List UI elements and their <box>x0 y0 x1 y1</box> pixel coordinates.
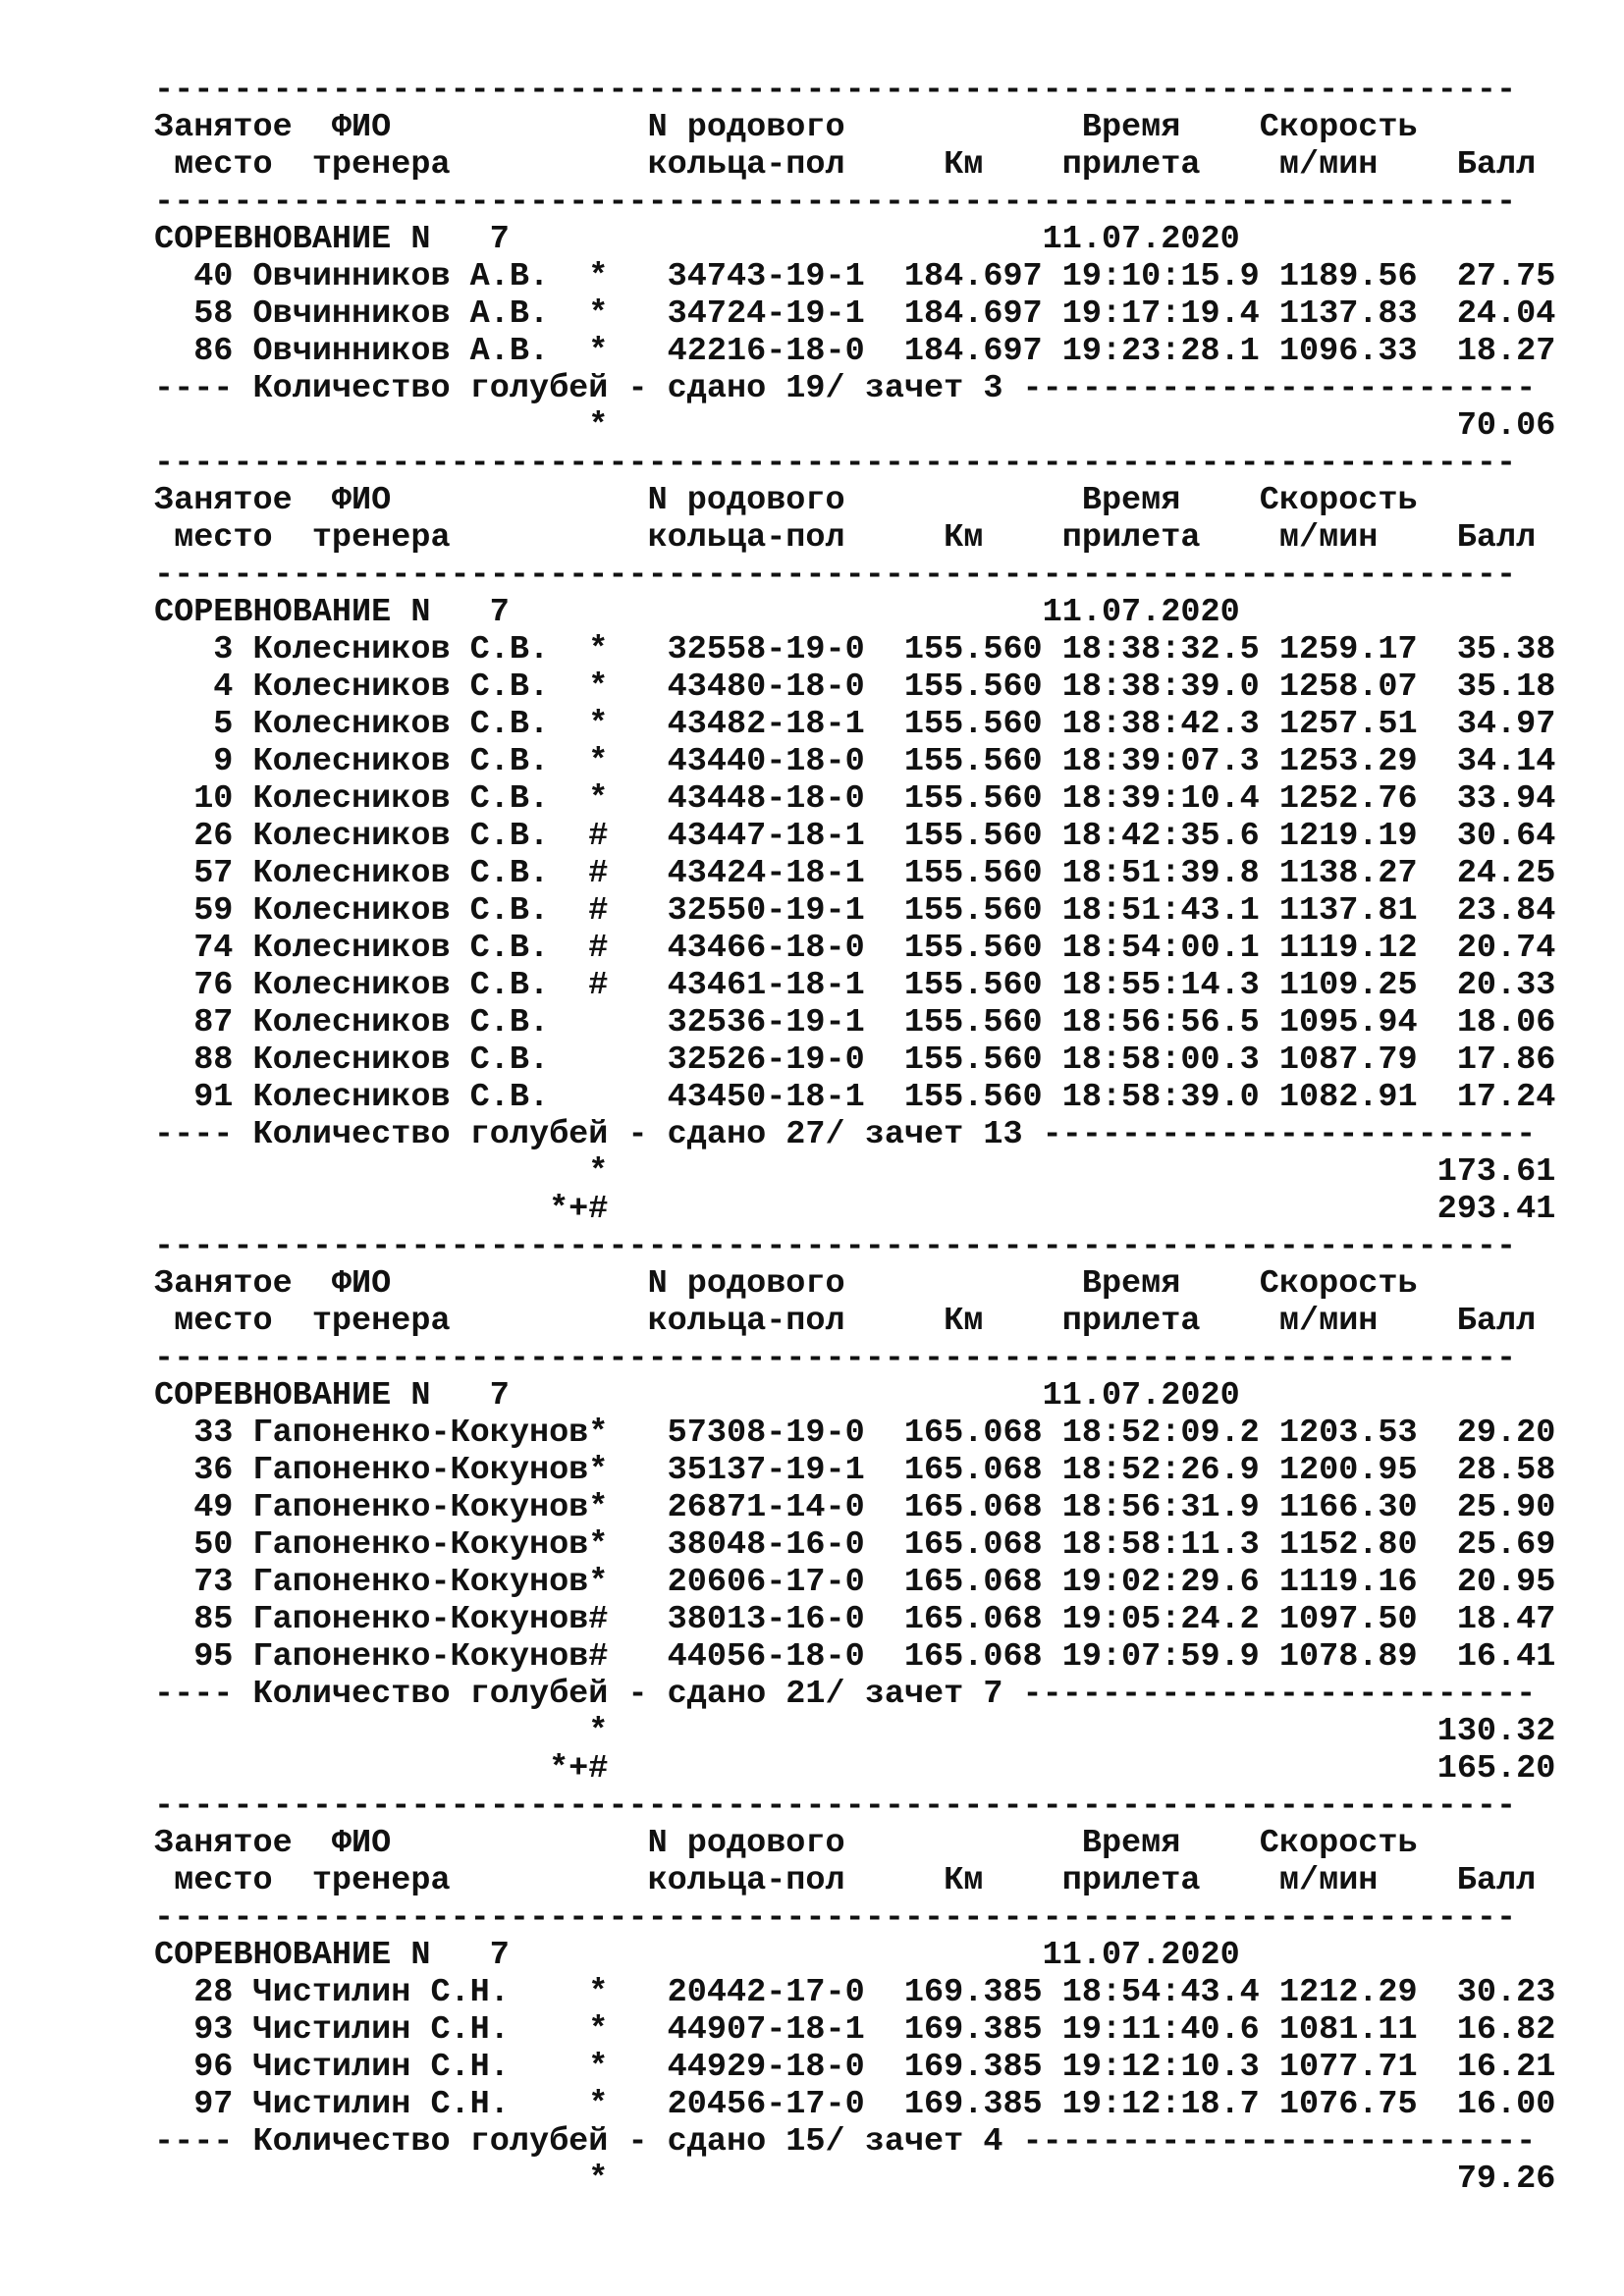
column-header-line: место тренера кольца-пол Км прилета м/мин Балл <box>154 146 1537 184</box>
result-row: 49 Гапоненко-Кокунов* 26871-14-0 165.068 18:56:31.9 1166.30 25.90 <box>154 1489 1556 1526</box>
result-row: 91 Колесников С.В. 43450-18-1 155.560 18:58:39.0 1082.91 17.24 <box>154 1079 1556 1116</box>
separator-line: --------------------------------------------------------------------- <box>154 1340 1517 1377</box>
separator-line: --------------------------------------------------------------------- <box>154 1228 1517 1265</box>
separator-line: --------------------------------------------------------------------- <box>154 184 1517 221</box>
result-row: 74 Колесников С.В. # 43466-18-0 155.560 18:54:00.1 1119.12 20.74 <box>154 930 1556 967</box>
result-row: 97 Чистилин С.Н. * 20456-17-0 169.385 19:12:18.7 1076.75 16.00 <box>154 2086 1556 2123</box>
competition-line: СОРЕВНОВАНИЕ N 7 11.07.2020 <box>154 1377 1240 1415</box>
separator-line: --------------------------------------------------------------------- <box>154 557 1517 594</box>
result-row: 50 Гапоненко-Кокунов* 38048-16-0 165.068 18:58:11.3 1152.80 25.69 <box>154 1526 1556 1564</box>
result-row: 58 Овчинников А.В. * 34724-19-1 184.697 19:17:19.4 1137.83 24.04 <box>154 295 1556 333</box>
count-summary-line: ---- Количество голубей - сдано 27/ зачет 13 ------------------------- <box>154 1116 1537 1153</box>
count-summary-line: ---- Количество голубей - сдано 19/ зачет 3 -------------------------- <box>154 370 1537 407</box>
competition-line: СОРЕВНОВАНИЕ N 7 11.07.2020 <box>154 1937 1240 1974</box>
competition-line: СОРЕВНОВАНИЕ N 7 11.07.2020 <box>154 221 1240 258</box>
result-row: 57 Колесников С.В. # 43424-18-1 155.560 18:51:39.8 1138.27 24.25 <box>154 855 1556 892</box>
column-header-line: место тренера кольца-пол Км прилета м/мин Балл <box>154 1303 1537 1340</box>
points-total-line: * 79.26 <box>154 2161 1556 2198</box>
result-row: 5 Колесников С.В. * 43482-18-1 155.560 18:38:42.3 1257.51 34.97 <box>154 706 1556 743</box>
separator-line: --------------------------------------------------------------------- <box>154 1899 1517 1937</box>
points-total-line: * 173.61 <box>154 1153 1556 1191</box>
points-total-line: * 130.32 <box>154 1713 1556 1750</box>
report-page <box>154 72 1578 2198</box>
separator-line: --------------------------------------------------------------------- <box>154 72 1517 109</box>
competition-line: СОРЕВНОВАНИЕ N 7 11.07.2020 <box>154 594 1240 631</box>
column-header-line: Занятое ФИО N родового Время Скорость <box>154 109 1418 146</box>
result-row: 59 Колесников С.В. # 32550-19-1 155.560 18:51:43.1 1137.81 23.84 <box>154 892 1556 930</box>
count-summary-line: ---- Количество голубей - сдано 21/ зачет 7 -------------------------- <box>154 1676 1537 1713</box>
result-row: 96 Чистилин С.Н. * 44929-18-0 169.385 19:12:10.3 1077.71 16.21 <box>154 2049 1556 2086</box>
result-row: 10 Колесников С.В. * 43448-18-0 155.560 18:39:10.4 1252.76 33.94 <box>154 780 1556 818</box>
result-row: 76 Колесников С.В. # 43461-18-1 155.560 18:55:14.3 1109.25 20.33 <box>154 967 1556 1004</box>
points-total-line: *+# 293.41 <box>154 1191 1556 1228</box>
result-row: 36 Гапоненко-Кокунов* 35137-19-1 165.068 18:52:26.9 1200.95 28.58 <box>154 1452 1556 1489</box>
result-row: 87 Колесников С.В. 32536-19-1 155.560 18:56:56.5 1095.94 18.06 <box>154 1004 1556 1041</box>
count-summary-line: ---- Количество голубей - сдано 15/ зачет 4 -------------------------- <box>154 2123 1537 2161</box>
points-total-line: *+# 165.20 <box>154 1750 1556 1788</box>
result-row: 26 Колесников С.В. # 43447-18-1 155.560 18:42:35.6 1219.19 30.64 <box>154 818 1556 855</box>
result-row: 9 Колесников С.В. * 43440-18-0 155.560 18:39:07.3 1253.29 34.14 <box>154 743 1556 780</box>
result-row: 33 Гапоненко-Кокунов* 57308-19-0 165.068 18:52:09.2 1203.53 29.20 <box>154 1415 1556 1452</box>
column-header-line: Занятое ФИО N родового Время Скорость <box>154 1265 1418 1303</box>
result-row: 73 Гапоненко-Кокунов* 20606-17-0 165.068 19:02:29.6 1119.16 20.95 <box>154 1564 1556 1601</box>
result-row: 93 Чистилин С.Н. * 44907-18-1 169.385 19:11:40.6 1081.11 16.82 <box>154 2011 1556 2049</box>
column-header-line: место тренера кольца-пол Км прилета м/мин Балл <box>154 1862 1537 1899</box>
result-row: 88 Колесников С.В. 32526-19-0 155.560 18:58:00.3 1087.79 17.86 <box>154 1041 1556 1079</box>
result-row: 3 Колесников С.В. * 32558-19-0 155.560 18:38:32.5 1259.17 35.38 <box>154 631 1556 668</box>
column-header-line: Занятое ФИО N родового Время Скорость <box>154 1825 1418 1862</box>
result-row: 28 Чистилин С.Н. * 20442-17-0 169.385 18:54:43.4 1212.29 30.23 <box>154 1974 1556 2011</box>
result-row: 95 Гапоненко-Кокунов# 44056-18-0 165.068 19:07:59.9 1078.89 16.41 <box>154 1638 1556 1676</box>
separator-line: --------------------------------------------------------------------- <box>154 445 1517 482</box>
result-row: 86 Овчинников А.В. * 42216-18-0 184.697 19:23:28.1 1096.33 18.27 <box>154 333 1556 370</box>
column-header-line: Занятое ФИО N родового Время Скорость <box>154 482 1418 519</box>
column-header-line: место тренера кольца-пол Км прилета м/мин Балл <box>154 519 1537 557</box>
separator-line: --------------------------------------------------------------------- <box>154 1788 1517 1825</box>
points-total-line: * 70.06 <box>154 407 1556 445</box>
result-row: 4 Колесников С.В. * 43480-18-0 155.560 18:38:39.0 1258.07 35.18 <box>154 668 1556 706</box>
result-row: 40 Овчинников А.В. * 34743-19-1 184.697 19:10:15.9 1189.56 27.75 <box>154 258 1556 295</box>
result-row: 85 Гапоненко-Кокунов# 38013-16-0 165.068 19:05:24.2 1097.50 18.47 <box>154 1601 1556 1638</box>
